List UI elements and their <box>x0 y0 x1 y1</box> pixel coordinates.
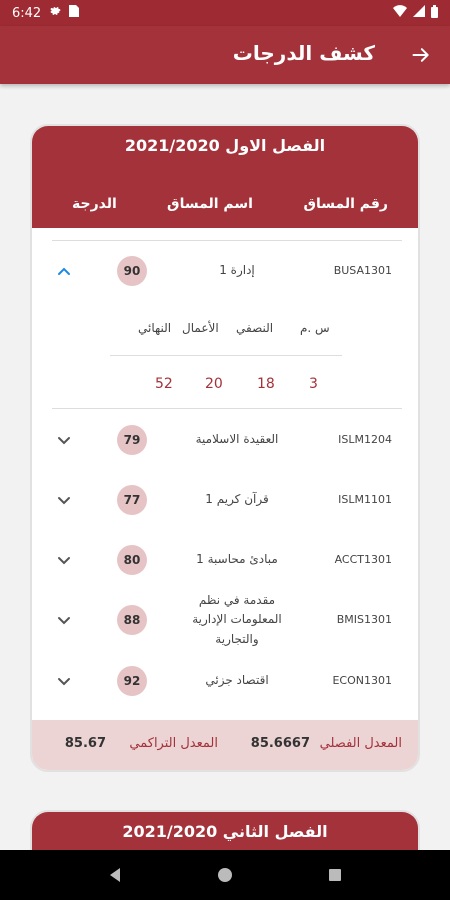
back-nav-icon[interactable] <box>107 867 123 883</box>
course-name: مبادئ محاسبة 1 <box>196 552 278 567</box>
chevron-up-icon[interactable] <box>56 263 72 279</box>
column-header-grade: الدرجة <box>72 196 117 212</box>
course-code: ISLM1204 <box>338 433 392 446</box>
wifi-icon <box>393 5 407 21</box>
semester-card <box>30 810 420 850</box>
grade-badge: 79 <box>117 425 147 455</box>
course-code: BMIS1301 <box>336 613 392 626</box>
back-button[interactable] <box>406 40 436 70</box>
course-row[interactable] <box>32 470 420 530</box>
home-nav-icon[interactable] <box>217 867 233 883</box>
semester-header <box>32 812 418 850</box>
semester-card <box>30 124 420 772</box>
grade-badge: 77 <box>117 485 147 515</box>
course-details <box>32 301 420 407</box>
chevron-down-icon[interactable] <box>56 432 72 448</box>
semester-header <box>32 126 418 228</box>
grade-badge: 90 <box>117 256 147 286</box>
page-title: كشف الدرجات <box>232 41 375 65</box>
content-scroll[interactable] <box>0 84 450 850</box>
course-row[interactable] <box>32 530 420 590</box>
chevron-down-icon[interactable] <box>56 612 72 628</box>
course-code: ACCT1301 <box>334 553 392 566</box>
detail-label-final: النهائي <box>138 321 172 335</box>
system-nav-bar <box>0 850 450 900</box>
detail-value-credits: 3 <box>309 376 318 392</box>
course-name: العقيدة الاسلامية <box>195 432 279 447</box>
settings-icon <box>49 5 61 21</box>
detail-label-coursework: الأعمال <box>182 321 219 335</box>
arrow-forward-icon <box>411 45 431 65</box>
grade-badge: 80 <box>117 545 147 575</box>
course-name: قرآن كريم 1 <box>205 492 269 507</box>
course-row[interactable] <box>32 590 420 650</box>
course-code: BUSA1301 <box>333 264 392 277</box>
course-row[interactable] <box>32 410 420 470</box>
semester-title: الفصل الاول 2021/2020 <box>124 136 326 155</box>
cumulative-gpa-value: 85.67 <box>64 736 106 751</box>
battery-icon <box>431 5 438 22</box>
detail-value-coursework: 20 <box>205 376 223 392</box>
semester-gpa-value: 85.6667 <box>250 736 310 751</box>
status-time: 6:42 <box>12 5 42 21</box>
course-row[interactable] <box>32 651 420 711</box>
chevron-down-icon[interactable] <box>56 492 72 508</box>
cumulative-gpa-label: المعدل التراكمي <box>129 736 218 751</box>
chevron-down-icon[interactable] <box>56 552 72 568</box>
semester-gpa-label: المعدل الفصلي <box>319 736 402 751</box>
detail-label-midterm: النصفي <box>236 321 274 335</box>
app-bar <box>0 26 450 84</box>
grade-badge: 88 <box>117 605 147 635</box>
course-name: مقدمة في نظم المعلومات الإدارية والتجارية <box>192 593 282 646</box>
sim-card-icon <box>69 5 79 21</box>
chevron-down-icon[interactable] <box>56 673 72 689</box>
semester-title: الفصل الثاني 2021/2020 <box>122 822 328 841</box>
course-code: ECON1301 <box>332 674 392 687</box>
detail-label-credits: س .م <box>300 321 330 335</box>
course-name: إدارة 1 <box>219 263 255 278</box>
row-divider <box>52 408 402 409</box>
column-header-code: رقم المساق <box>303 196 388 212</box>
grade-badge: 92 <box>117 666 147 696</box>
detail-divider <box>110 355 342 356</box>
recents-nav-icon[interactable] <box>327 867 343 883</box>
course-name: اقتصاد جزئي <box>205 673 269 688</box>
detail-value-final: 52 <box>155 376 173 392</box>
course-row[interactable] <box>32 241 420 392</box>
gpa-footer <box>32 720 420 770</box>
status-bar <box>0 0 450 26</box>
column-header-name: اسم المساق <box>167 196 253 212</box>
course-code: ISLM1101 <box>338 493 392 506</box>
detail-value-midterm: 18 <box>257 376 275 392</box>
signal-icon <box>413 5 425 21</box>
